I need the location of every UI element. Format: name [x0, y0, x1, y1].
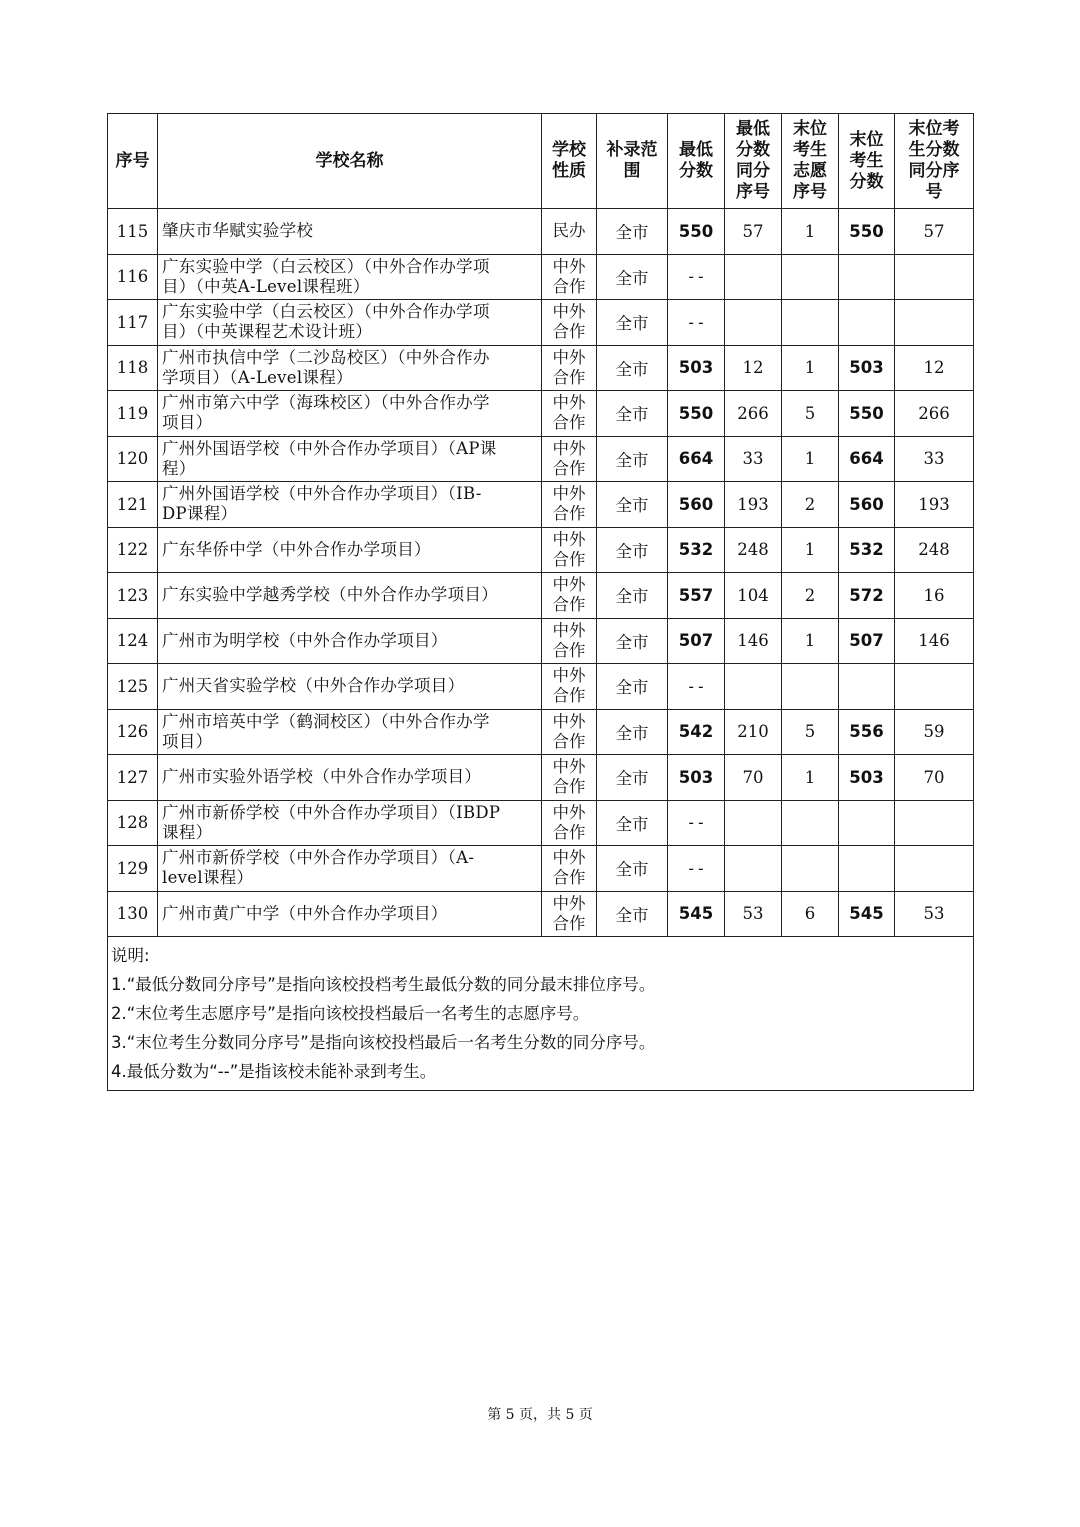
- cell-scope: 全市: [597, 846, 668, 892]
- cell-seq: 124: [108, 618, 158, 664]
- note-item-1: 1.“最低分数同分序号”是指向该校投档考生最低分数的同分最末排位序号。: [111, 975, 656, 994]
- page-footer: 第 5 页，共 5 页: [487, 1407, 593, 1423]
- note-item-2: 2.“末位考生志愿序号”是指向该校投档最后一名考生的志愿序号。: [111, 1004, 590, 1023]
- nature-line: 中外: [552, 757, 586, 777]
- header-line: 性质: [552, 161, 586, 181]
- cell-min-rank: [725, 800, 782, 846]
- cell-scope: 全市: [597, 891, 668, 937]
- cell-min-rank: 70: [725, 755, 782, 801]
- notes-section: [108, 937, 974, 1091]
- cell-last-rank: 16: [895, 573, 974, 619]
- nature-line: 合作: [552, 913, 586, 933]
- cell-last-rank: [895, 254, 974, 300]
- nature-line: 合作: [552, 595, 586, 615]
- school-name-line: 程）: [162, 458, 196, 478]
- cell-last-rank: 70: [895, 755, 974, 801]
- header-min-rank: [725, 114, 782, 209]
- nature-line: 合作: [552, 822, 586, 842]
- cell-last-choice: 2: [782, 482, 839, 528]
- cell-min-rank: [725, 846, 782, 892]
- school-name-line: 广州外国语学校（中外合作办学项目）（IB-: [162, 484, 482, 504]
- header-line: 分数: [736, 140, 770, 160]
- nature-line: 中外: [552, 529, 586, 549]
- header-line: 志愿: [793, 161, 827, 181]
- header-last-choice: [782, 114, 839, 209]
- nature-line: 合作: [552, 322, 586, 342]
- cell-last-choice: [782, 846, 839, 892]
- cell-last-rank: [895, 846, 974, 892]
- table-row: [108, 209, 974, 255]
- table-row: [108, 664, 974, 710]
- cell-nature: [542, 618, 597, 664]
- cell-nature: [542, 527, 597, 573]
- cell-last-choice: [782, 254, 839, 300]
- header-line: 生分数: [908, 140, 960, 160]
- nature-line: 中外: [552, 484, 586, 504]
- school-name-line: 广东华侨中学（中外合作办学项目）: [162, 539, 431, 559]
- nature-line: 中外: [552, 893, 586, 913]
- table-row: [108, 755, 974, 801]
- header-line: 末位考: [908, 119, 960, 139]
- cell-min-rank: [725, 664, 782, 710]
- nature-line: 中外: [552, 620, 586, 640]
- cell-school-name: [158, 755, 542, 801]
- nature-line: 民办: [552, 221, 586, 241]
- cell-scope: 全市: [597, 209, 668, 255]
- cell-scope: 全市: [597, 391, 668, 437]
- table-row: [108, 436, 974, 482]
- header-line: 号: [925, 182, 943, 202]
- cell-nature: [542, 254, 597, 300]
- nature-line: 中外: [552, 575, 586, 595]
- cell-last-rank: 53: [895, 891, 974, 937]
- cell-min-score: 557: [668, 573, 725, 619]
- cell-school-name: [158, 573, 542, 619]
- cell-school-name: [158, 300, 542, 346]
- cell-nature: [542, 573, 597, 619]
- cell-scope: 全市: [597, 254, 668, 300]
- cell-last-choice: 1: [782, 618, 839, 664]
- nature-line: 合作: [552, 777, 586, 797]
- school-name-line: 广州外国语学校（中外合作办学项目）（AP课: [162, 438, 497, 458]
- table-row: [108, 800, 974, 846]
- cell-school-name: [158, 800, 542, 846]
- cell-last-choice: 2: [782, 573, 839, 619]
- cell-seq: 120: [108, 436, 158, 482]
- header-line: 考生: [793, 140, 827, 160]
- school-name-line: 肇庆市华赋实验学校: [162, 221, 314, 241]
- note-item-3: 3.“末位考生分数同分序号”是指向该校投档最后一名考生分数的同分序号。: [111, 1033, 656, 1052]
- cell-last-rank: 33: [895, 436, 974, 482]
- cell-last-score: 550: [839, 391, 895, 437]
- cell-min-rank: 104: [725, 573, 782, 619]
- cell-last-score: [839, 254, 895, 300]
- nature-line: 合作: [552, 413, 586, 433]
- cell-school-name: [158, 846, 542, 892]
- cell-last-score: 550: [839, 209, 895, 255]
- school-name-line: 广州市为明学校（中外合作办学项目）: [162, 630, 448, 650]
- table-row: [108, 573, 974, 619]
- cell-school-name: [158, 618, 542, 664]
- cell-last-rank: 146: [895, 618, 974, 664]
- table-header-row: [108, 114, 974, 209]
- cell-last-choice: 6: [782, 891, 839, 937]
- cell-min-rank: 146: [725, 618, 782, 664]
- cell-scope: 全市: [597, 709, 668, 755]
- cell-school-name: [158, 209, 542, 255]
- school-name-line: 目）（中英课程艺术设计班）: [162, 322, 373, 342]
- cell-school-name: [158, 482, 542, 528]
- cell-last-rank: 266: [895, 391, 974, 437]
- cell-last-choice: 5: [782, 391, 839, 437]
- cell-scope: 全市: [597, 618, 668, 664]
- nature-line: 合作: [552, 731, 586, 751]
- cell-last-choice: [782, 664, 839, 710]
- school-name-line: 广州市执信中学（二沙岛校区）（中外合作办: [162, 347, 490, 367]
- table-row: [108, 254, 974, 300]
- cell-last-choice: [782, 300, 839, 346]
- cell-nature: [542, 846, 597, 892]
- cell-min-rank: 53: [725, 891, 782, 937]
- cell-scope: 全市: [597, 527, 668, 573]
- header-last-rank: [895, 114, 974, 209]
- cell-last-rank: 248: [895, 527, 974, 573]
- school-name-line: 广州市新侨学校（中外合作办学项目）（IBDP: [162, 802, 501, 822]
- table-row: [108, 527, 974, 573]
- school-name-line: 学项目）（A-Level课程）: [162, 367, 353, 387]
- cell-last-score: [839, 664, 895, 710]
- cell-min-score: 542: [668, 709, 725, 755]
- school-name-line: 广州市第六中学（海珠校区）（中外合作办学: [162, 393, 490, 413]
- cell-min-score: 560: [668, 482, 725, 528]
- cell-last-rank: 193: [895, 482, 974, 528]
- header-line: 补录范: [606, 140, 658, 160]
- cell-min-rank: 193: [725, 482, 782, 528]
- cell-last-score: [839, 300, 895, 346]
- cell-scope: 全市: [597, 300, 668, 346]
- cell-seq: 129: [108, 846, 158, 892]
- table-row: [108, 846, 974, 892]
- cell-last-choice: 1: [782, 436, 839, 482]
- cell-seq: 130: [108, 891, 158, 937]
- cell-school-name: [158, 391, 542, 437]
- notes-row: [108, 937, 974, 1091]
- school-name-line: 广州天省实验学校（中外合作办学项目）: [162, 676, 465, 696]
- cell-last-rank: [895, 664, 974, 710]
- header-min-score: [668, 114, 725, 209]
- header-line: 序号: [736, 182, 770, 202]
- cell-last-score: [839, 800, 895, 846]
- cell-scope: 全市: [597, 482, 668, 528]
- cell-scope: 全市: [597, 664, 668, 710]
- cell-min-rank: 248: [725, 527, 782, 573]
- cell-seq: 117: [108, 300, 158, 346]
- header-line: 分数: [679, 161, 713, 181]
- header-line: 末位: [849, 129, 884, 150]
- nature-line: 中外: [552, 666, 586, 686]
- header-last-score: [839, 114, 895, 209]
- cell-min-score: 507: [668, 618, 725, 664]
- cell-nature: [542, 300, 597, 346]
- cell-seq: 119: [108, 391, 158, 437]
- cell-min-score: --: [668, 254, 725, 300]
- cell-scope: 全市: [597, 573, 668, 619]
- school-name-line: 广州市新侨学校（中外合作办学项目）（A-: [162, 848, 475, 868]
- table-row: [108, 482, 974, 528]
- school-name-line: 目）（中英A-Level课程班）: [162, 276, 370, 296]
- nature-line: 合作: [552, 868, 586, 888]
- cell-school-name: [158, 891, 542, 937]
- header-scope: [597, 114, 668, 209]
- school-name-line: 广州市实验外语学校（中外合作办学项目）: [162, 767, 482, 787]
- cell-last-score: 560: [839, 482, 895, 528]
- school-name-line: level课程）: [162, 868, 254, 888]
- nature-line: 合作: [552, 549, 586, 569]
- note-item-4: 4.最低分数为“--”是指该校未能补录到考生。: [111, 1062, 437, 1081]
- cell-school-name: [158, 436, 542, 482]
- school-name-line: 项目）: [162, 413, 213, 433]
- header-line: 末位: [793, 119, 827, 139]
- school-name-line: 广州市黄广中学（中外合作办学项目）: [162, 903, 448, 923]
- cell-min-rank: 210: [725, 709, 782, 755]
- nature-line: 中外: [552, 848, 586, 868]
- cell-nature: [542, 391, 597, 437]
- cell-min-score: --: [668, 300, 725, 346]
- cell-scope: 全市: [597, 436, 668, 482]
- cell-last-choice: 1: [782, 755, 839, 801]
- cell-nature: [542, 800, 597, 846]
- school-name-line: 广东实验中学（白云校区）（中外合作办学项: [162, 302, 490, 322]
- school-name-line: 项目）: [162, 731, 213, 751]
- header-line: 最低: [679, 140, 713, 160]
- cell-last-score: 507: [839, 618, 895, 664]
- notes-title: 说明:: [111, 946, 150, 965]
- nature-line: 中外: [552, 438, 586, 458]
- cell-seq: 123: [108, 573, 158, 619]
- cell-last-score: [839, 846, 895, 892]
- table-row: [108, 345, 974, 391]
- cell-seq: 121: [108, 482, 158, 528]
- cell-nature: [542, 345, 597, 391]
- cell-seq: 118: [108, 345, 158, 391]
- cell-min-rank: [725, 300, 782, 346]
- nature-line: 合作: [552, 367, 586, 387]
- cell-last-score: 532: [839, 527, 895, 573]
- cell-min-rank: [725, 254, 782, 300]
- cell-min-score: 503: [668, 755, 725, 801]
- cell-seq: 115: [108, 209, 158, 255]
- cell-last-choice: 5: [782, 709, 839, 755]
- table-row: [108, 618, 974, 664]
- cell-nature: [542, 664, 597, 710]
- nature-line: 中外: [552, 347, 586, 367]
- cell-scope: 全市: [597, 800, 668, 846]
- nature-line: 中外: [552, 393, 586, 413]
- table-row: [108, 891, 974, 937]
- header-line: 序号: [793, 182, 827, 202]
- header-line: 学校名称: [315, 150, 384, 171]
- cell-last-score: 503: [839, 345, 895, 391]
- cell-school-name: [158, 254, 542, 300]
- cell-min-score: 503: [668, 345, 725, 391]
- cell-last-score: 664: [839, 436, 895, 482]
- cell-last-choice: 1: [782, 345, 839, 391]
- cell-min-score: 550: [668, 209, 725, 255]
- nature-line: 合作: [552, 640, 586, 660]
- nature-line: 合作: [552, 686, 586, 706]
- cell-seq: 127: [108, 755, 158, 801]
- school-name-line: 课程）: [162, 822, 213, 842]
- cell-seq: 128: [108, 800, 158, 846]
- cell-min-score: 664: [668, 436, 725, 482]
- admission-table: [107, 113, 974, 1091]
- cell-school-name: [158, 345, 542, 391]
- nature-line: 中外: [552, 256, 586, 276]
- school-name-line: DP课程）: [162, 504, 238, 524]
- cell-seq: 125: [108, 664, 158, 710]
- cell-nature: [542, 482, 597, 528]
- cell-scope: 全市: [597, 755, 668, 801]
- school-name-line: 广东实验中学（白云校区）（中外合作办学项: [162, 256, 490, 276]
- cell-nature: [542, 436, 597, 482]
- cell-last-score: 503: [839, 755, 895, 801]
- cell-school-name: [158, 709, 542, 755]
- header-line: 考生: [849, 150, 884, 171]
- cell-min-score: 532: [668, 527, 725, 573]
- header-seq: [108, 114, 158, 209]
- cell-min-rank: 33: [725, 436, 782, 482]
- nature-line: 中外: [552, 711, 586, 731]
- header-line: 分数: [849, 171, 884, 192]
- nature-line: 合作: [552, 276, 586, 296]
- header-line: 同分: [736, 161, 770, 181]
- nature-line: 合作: [552, 458, 586, 478]
- cell-nature: [542, 709, 597, 755]
- nature-line: 中外: [552, 802, 586, 822]
- cell-last-score: 572: [839, 573, 895, 619]
- school-name-line: 广东实验中学越秀学校（中外合作办学项目）: [162, 585, 498, 605]
- cell-last-choice: 1: [782, 209, 839, 255]
- cell-min-rank: 266: [725, 391, 782, 437]
- cell-last-rank: [895, 800, 974, 846]
- table-row: [108, 709, 974, 755]
- table-row: [108, 391, 974, 437]
- cell-last-rank: [895, 300, 974, 346]
- cell-min-score: --: [668, 846, 725, 892]
- cell-last-rank: 12: [895, 345, 974, 391]
- cell-min-score: 550: [668, 391, 725, 437]
- nature-line: 中外: [552, 302, 586, 322]
- cell-last-score: 556: [839, 709, 895, 755]
- header-nature: [542, 114, 597, 209]
- cell-seq: 116: [108, 254, 158, 300]
- cell-seq: 122: [108, 527, 158, 573]
- cell-school-name: [158, 527, 542, 573]
- cell-last-choice: 1: [782, 527, 839, 573]
- cell-min-rank: 57: [725, 209, 782, 255]
- header-line: 同分序: [908, 161, 960, 181]
- table-row: [108, 300, 974, 346]
- cell-seq: 126: [108, 709, 158, 755]
- header-line: 学校: [552, 140, 586, 160]
- cell-last-rank: 57: [895, 209, 974, 255]
- cell-nature: [542, 891, 597, 937]
- cell-last-score: 545: [839, 891, 895, 937]
- header-line: 序号: [115, 150, 150, 171]
- header-school-name: [158, 114, 542, 209]
- cell-min-rank: 12: [725, 345, 782, 391]
- cell-min-score: --: [668, 800, 725, 846]
- school-name-line: 广州市培英中学（鹤洞校区）（中外合作办学: [162, 711, 490, 731]
- cell-last-choice: [782, 800, 839, 846]
- cell-last-rank: 59: [895, 709, 974, 755]
- cell-min-score: --: [668, 664, 725, 710]
- cell-school-name: [158, 664, 542, 710]
- cell-nature: [542, 755, 597, 801]
- nature-line: 合作: [552, 504, 586, 524]
- header-line: 最低: [736, 119, 770, 139]
- cell-scope: 全市: [597, 345, 668, 391]
- cell-min-score: 545: [668, 891, 725, 937]
- cell-nature: [542, 209, 597, 255]
- header-line: 围: [623, 161, 641, 181]
